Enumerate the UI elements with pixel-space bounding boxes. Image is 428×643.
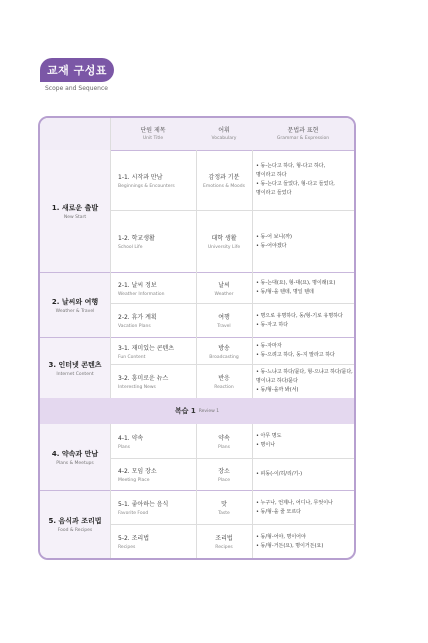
lesson-title: 1-2. 학교생활 — [118, 235, 155, 242]
grammar-line: • 명이나 — [256, 442, 276, 448]
column-divider — [196, 150, 197, 398]
lesson-grammar — [252, 338, 352, 364]
lesson-title: 1-1. 시작과 만남 — [118, 173, 163, 181]
grammar-line: • 누구나, 언제나, 어디나, 무엇이나 — [256, 499, 333, 506]
lesson-title: 3-2. 흥미로운 뉴스 — [118, 375, 169, 382]
table-header — [40, 118, 354, 151]
unit-title: 2. 날씨와 여행 — [51, 297, 99, 306]
lesson-title-en: Favorite Food — [118, 511, 149, 516]
lesson-vocab: 방송 — [218, 344, 230, 352]
lesson-vocab: 감정과 기분 — [208, 173, 240, 181]
grammar-line: • 동-자마자 — [256, 343, 282, 349]
unit-title-en: New Start — [63, 214, 87, 220]
unit-title: 3. 인터넷 콘텐츠 — [48, 360, 102, 369]
unit-2 — [40, 273, 110, 337]
lesson-title-en: Beginnings & Encounters — [118, 183, 175, 189]
lesson-vocab-en: University Life — [207, 245, 241, 250]
unit-3 — [40, 338, 110, 398]
header-unit-title-en: Unit Title — [142, 136, 164, 141]
unit-title: 5. 음식과 조리법 — [48, 517, 102, 525]
page-title: 교재 구성표 — [47, 64, 107, 77]
lesson-vocab-en: Recipes — [215, 545, 233, 550]
lesson-row — [110, 365, 354, 398]
lesson-row — [110, 424, 354, 458]
page-title-tag — [40, 58, 114, 82]
lesson-title-en: School Life — [118, 245, 143, 250]
header-vocabulary-ko: 어휘 — [218, 127, 230, 134]
lesson-vocab-en: Weather — [214, 291, 234, 297]
unit-title: 4. 약속과 만남 — [51, 449, 99, 458]
lesson-vocab: 장소 — [218, 468, 230, 475]
column-divider — [196, 424, 197, 558]
header-grammar-en: Grammar & Expression — [276, 136, 330, 141]
lesson-grammar — [252, 150, 352, 210]
lesson-grammar — [252, 365, 352, 398]
grammar-line: • 동-는다고 들었다, 형-다고 들었다, — [256, 181, 335, 187]
grammar-line: • 동-으려고 하다, 동-지 말라고 하다 — [256, 352, 335, 358]
header-vocabulary — [196, 125, 252, 141]
lesson-title: 5-1. 좋아하는 음식 — [118, 501, 169, 508]
grammar-line: • 동-자고 하다 — [256, 321, 289, 328]
lesson-row — [110, 150, 354, 210]
unit-title-en: Internet Content — [56, 371, 94, 377]
lesson-row — [110, 525, 354, 558]
unit-title: 1. 새로운 출발 — [51, 203, 99, 212]
lesson-grammar — [252, 459, 352, 490]
review-row — [40, 398, 354, 424]
lesson-vocab-en: Reaction — [214, 385, 234, 390]
grammar-line: • 동-어야겠다 — [256, 242, 287, 249]
grammar-line: • 동-느냐고 하다/묻다, 형-으냐고 하다/묻다, — [256, 369, 353, 375]
grammar-line: • 아무 명도 — [256, 433, 282, 439]
grammar-line: • 동/형-을 줄 모르다 — [256, 508, 302, 515]
lesson-grammar — [252, 273, 352, 303]
lesson-vocab: 여행 — [218, 314, 230, 321]
lesson-vocab-en: Taste — [218, 511, 230, 516]
lesson-title: 3-1. 재미있는 콘텐츠 — [118, 344, 175, 352]
header-unit-title — [110, 125, 196, 141]
unit-5 — [40, 491, 110, 558]
lesson-vocab: 맛 — [221, 501, 227, 508]
lesson-vocab-en: Place — [218, 478, 230, 483]
lesson-vocab-en: Broadcasting — [209, 354, 239, 360]
lesson-title: 2-1. 날씨 정보 — [118, 281, 157, 289]
lesson-title: 2-2. 휴가 계획 — [118, 314, 157, 321]
grammar-line: • 명으로 유명하다, 동/형-기로 유명하다 — [256, 312, 343, 319]
unit-1 — [40, 150, 110, 272]
lesson-title-en: Fun Content — [118, 354, 146, 360]
grammar-line: • 동/형-을까 봐(서) — [256, 387, 299, 393]
lesson-vocab: 반응 — [218, 375, 230, 382]
review-title: 복습 1 — [174, 407, 196, 415]
header-vocabulary-en: Vocabulary — [211, 136, 237, 141]
unit-title-en: Food & Recipes — [57, 528, 93, 533]
lesson-vocab-en: Travel — [217, 324, 231, 329]
lesson-title: 4-1. 약속 — [118, 434, 144, 442]
lesson-row — [110, 491, 354, 524]
header-grammar — [252, 125, 354, 141]
scope-table — [38, 116, 356, 560]
lesson-row — [110, 304, 354, 337]
lesson-title-en: Meeting Place — [118, 478, 150, 483]
grammar-line: • 동-는다고 하다, 형-다고 하다, — [256, 163, 326, 169]
lesson-title-en: Weather Information — [118, 291, 165, 297]
lesson-vocab: 조리법 — [215, 535, 233, 542]
lesson-grammar — [252, 525, 352, 558]
page-subtitle: Scope and Sequence — [45, 85, 108, 92]
grammar-line: • 동/형-을 텐데, 명일 텐데 — [256, 289, 314, 295]
lesson-row — [110, 459, 354, 490]
grammar-line: • 피동(-이/히/리/기-) — [256, 471, 303, 477]
lesson-vocab: 약속 — [218, 434, 230, 442]
lesson-title-en: Recipes — [118, 545, 136, 550]
review-title-en: Review 1 — [198, 408, 220, 414]
column-divider — [252, 424, 253, 558]
column-divider — [110, 424, 111, 558]
lesson-vocab: 대학 생활 — [211, 235, 237, 242]
grammar-line: 명이라고 들었다 — [256, 190, 292, 196]
lesson-vocab: 날씨 — [218, 281, 230, 289]
lesson-grammar — [252, 304, 352, 337]
column-divider — [110, 118, 111, 398]
lesson-grammar — [252, 491, 352, 524]
lesson-title-en: Vacation Plans — [118, 324, 151, 329]
lesson-row — [110, 273, 354, 303]
lesson-vocab-en: Plans — [218, 444, 230, 450]
lesson-row — [110, 211, 354, 272]
lesson-title-en: Interesting News — [118, 385, 156, 390]
unit-title-en: Weather & Travel — [55, 308, 95, 314]
lesson-grammar — [252, 211, 352, 272]
unit-4 — [40, 424, 110, 490]
lesson-title: 5-2. 조리법 — [118, 535, 150, 542]
lesson-vocab-en: Emotions & Moods — [203, 183, 245, 189]
unit-title-en: Plans & Meetups — [56, 460, 94, 466]
grammar-line: • 동/형-어야, 명이어야 — [256, 533, 306, 540]
grammar-line: • 동/형-거든(요), 명이거든(요) — [256, 542, 324, 549]
header-unit-title-ko: 단원 제목 — [140, 127, 166, 134]
header-grammar-ko: 문법과 표현 — [287, 127, 319, 134]
lesson-title-en: Plans — [118, 444, 130, 450]
lesson-title: 4-2. 모임 장소 — [118, 468, 157, 475]
grammar-line: • 동-는대(요), 형-대(요), 명이래(요) — [256, 280, 336, 286]
lesson-row — [110, 338, 354, 364]
grammar-line: • 동-어 보니(까) — [256, 233, 292, 240]
grammar-line: 명이냐고 하다/묻다 — [256, 378, 298, 384]
lesson-grammar — [252, 424, 352, 458]
grammar-line: 명이라고 하다 — [256, 172, 287, 178]
column-divider — [252, 150, 253, 398]
